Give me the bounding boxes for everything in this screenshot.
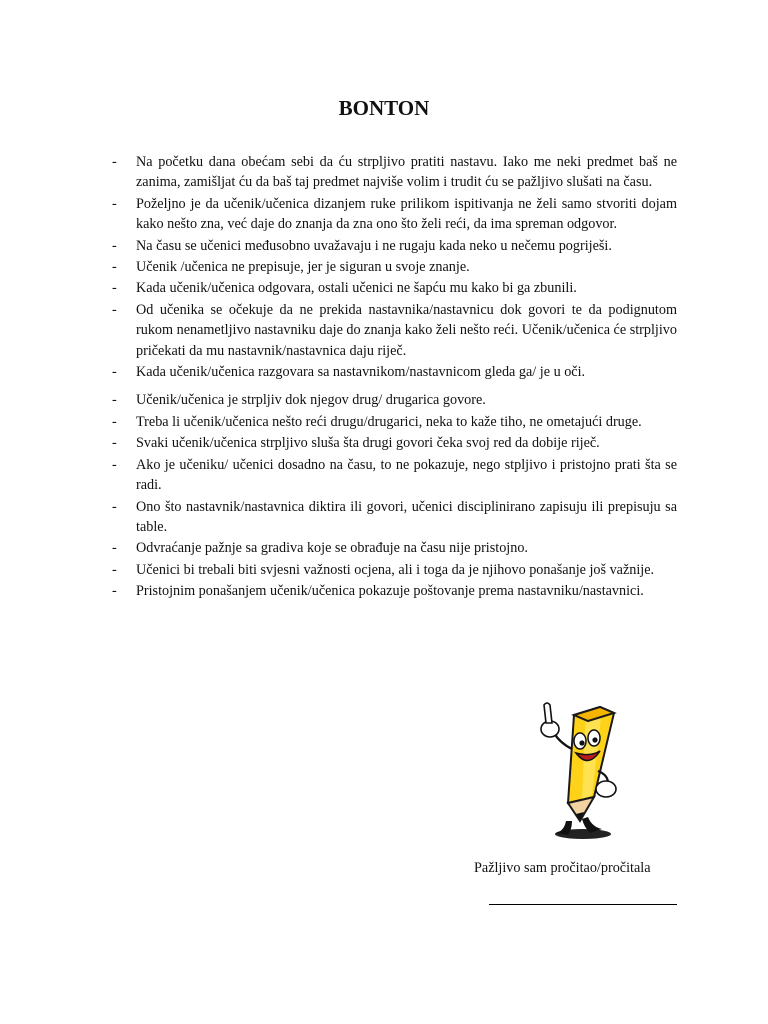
list-item bbox=[112, 412, 677, 432]
list-bullet: - bbox=[112, 154, 117, 170]
list-item bbox=[112, 236, 677, 256]
list-bullet: - bbox=[112, 498, 117, 515]
list-bullet: - bbox=[112, 195, 117, 212]
rule-text: Svaki učenik/učenica strpljivo sluša šta drugi govori čeka svoj red da dobije riječ. bbox=[136, 435, 600, 452]
list-item bbox=[112, 152, 677, 193]
rule-text: Kada učenik/učenica razgovara sa nastavnikom/nastavnicom gleda ga/ je u oči. bbox=[136, 364, 586, 381]
list-item bbox=[112, 194, 677, 235]
list-item bbox=[112, 455, 677, 496]
list-bullet: - bbox=[112, 259, 117, 276]
list-bullet: - bbox=[112, 456, 117, 473]
rules-list bbox=[112, 152, 677, 603]
page-title: BONTON bbox=[338, 96, 430, 120]
list-bullet: - bbox=[112, 583, 117, 600]
pencil-mascot-icon bbox=[528, 693, 628, 847]
rule-text: Učenik/učenica je strpljiv dok njegov drug/ drugarica govore. bbox=[136, 392, 486, 409]
rule-text: Odvraćanje pažnje sa gradiva koje se obrađuje na času nije pristojno. bbox=[136, 540, 528, 557]
list-bullet: - bbox=[112, 364, 117, 381]
signature-line bbox=[489, 904, 677, 905]
rule-text: Na početku dana obećam sebi da ću strpljivo pratiti nastavu. Iako me neki predmet baš ne zanima, zamišljat ću da baš taj predmet najviše volim i trudit ću se pažljivo slušati na času. bbox=[136, 154, 677, 191]
rule-text: Učenik /učenica ne prepisuje, jer je siguran u svoje znanje. bbox=[136, 259, 470, 276]
list-bullet: - bbox=[112, 561, 117, 578]
list-item bbox=[112, 362, 677, 382]
list-bullet: - bbox=[112, 392, 117, 409]
rule-text: Od učenika se očekuje da ne prekida nastavnika/nastavnicu dok govori te da podignutom rukom nenametljivo nastavniku daje do znanja kako želi nešto reći. Učenik/učenica će strpljivo pričekati da mu nastavnik/nastavnica daju riječ. bbox=[136, 301, 677, 359]
list-bullet: - bbox=[112, 237, 117, 254]
rule-text: Treba li učenik/učenica nešto reći drugu/drugarici, neka to kaže tiho, ne ometajući druge. bbox=[136, 413, 642, 430]
list-bullet: - bbox=[112, 301, 117, 318]
list-item bbox=[112, 300, 677, 361]
rule-text: Kada učenik/učenica odgovara, ostali učenici ne šapću mu kako bi ga zbunili. bbox=[136, 280, 577, 297]
list-item bbox=[112, 581, 677, 601]
list-item bbox=[112, 433, 677, 453]
rule-text: Ono što nastavnik/nastavnica diktira ili govori, učenici disciplinirano zapisuju ili prepisuju sa table. bbox=[136, 498, 677, 535]
rule-text: Poželjno je da učenik/učenica dizanjem ruke prilikom ispitivanja ne želi samo stvoriti dojam kako nešto zna, već daje do znanja da zna ono što želi reći, da ima spreman odgovor. bbox=[136, 195, 677, 233]
list-item bbox=[112, 278, 677, 298]
rule-text: Pristojnim ponašanjem učenik/učenica pokazuje poštovanje prema nastavniku/nastavnici. bbox=[136, 583, 644, 600]
list-bullet: - bbox=[112, 540, 117, 557]
rule-text: Ako je učeniku/ učenici dosadno na času, to ne pokazuje, nego stpljivo i pristojno prati šta se radi. bbox=[136, 456, 677, 494]
list-item bbox=[112, 538, 677, 558]
list-item bbox=[112, 497, 677, 538]
list-bullet: - bbox=[112, 280, 117, 297]
rule-text: Na času se učenici međusobno uvažavaju i ne rugaju kada neko u nečemu pogriješi. bbox=[136, 237, 612, 254]
list-item bbox=[112, 390, 677, 410]
signature-label: Pažljivo sam pročitao/pročitala bbox=[474, 860, 651, 876]
list-item bbox=[112, 560, 677, 580]
list-bullet: - bbox=[112, 435, 117, 452]
list-bullet: - bbox=[112, 413, 117, 430]
rule-text: Učenici bi trebali biti svjesni važnosti ocjena, ali i toga da je njihovo ponašanje još važnije. bbox=[136, 561, 655, 578]
list-item bbox=[112, 257, 677, 277]
